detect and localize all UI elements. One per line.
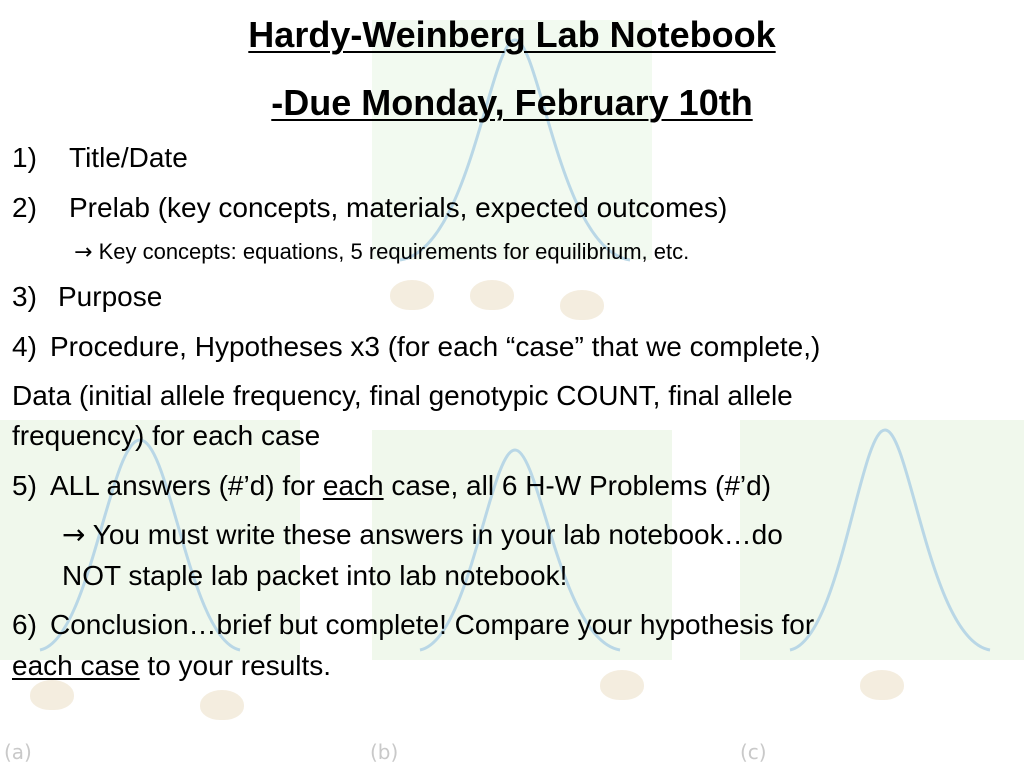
figure-label-b: (b)	[370, 740, 399, 764]
list-subitem: → Key concepts: equations, 5 requirements for equilibrium, etc.	[74, 239, 690, 265]
list-subitem-continued: NOT staple lab packet into lab notebook!	[62, 560, 568, 591]
page-title: Hardy-Weinberg Lab Notebook	[248, 14, 776, 55]
list-subitem: → You must write these answers in your lab notebook…do	[62, 518, 783, 551]
figure-label-a: (a)	[4, 740, 32, 764]
list-item: 6) Conclusion…brief but complete! Compare your hypothesis for	[12, 609, 815, 640]
list-item: 4) Procedure, Hypotheses x3 (for each “case” that we complete,)	[12, 331, 821, 362]
list-item: 5) ALL answers (#’d) for each case, all 6 H-W Problems (#’d)	[12, 470, 772, 501]
page-subtitle: -Due Monday, February 10th	[271, 82, 753, 123]
data-line-1: Data (initial allele frequency, final genotypic COUNT, final allele	[12, 380, 793, 411]
arrow-right-icon: →	[62, 518, 86, 551]
arrow-right-icon: →	[74, 240, 93, 265]
figure-label-c: (c)	[740, 740, 767, 764]
list-item: 2) Prelab (key concepts, materials, expected outcomes)	[12, 192, 728, 223]
list-item-continued: each case to your results.	[12, 650, 332, 681]
list-item: 1) Title/Date	[12, 142, 188, 173]
data-line-2: frequency) for each case	[12, 420, 321, 451]
list-item: 3) Purpose	[12, 281, 163, 312]
